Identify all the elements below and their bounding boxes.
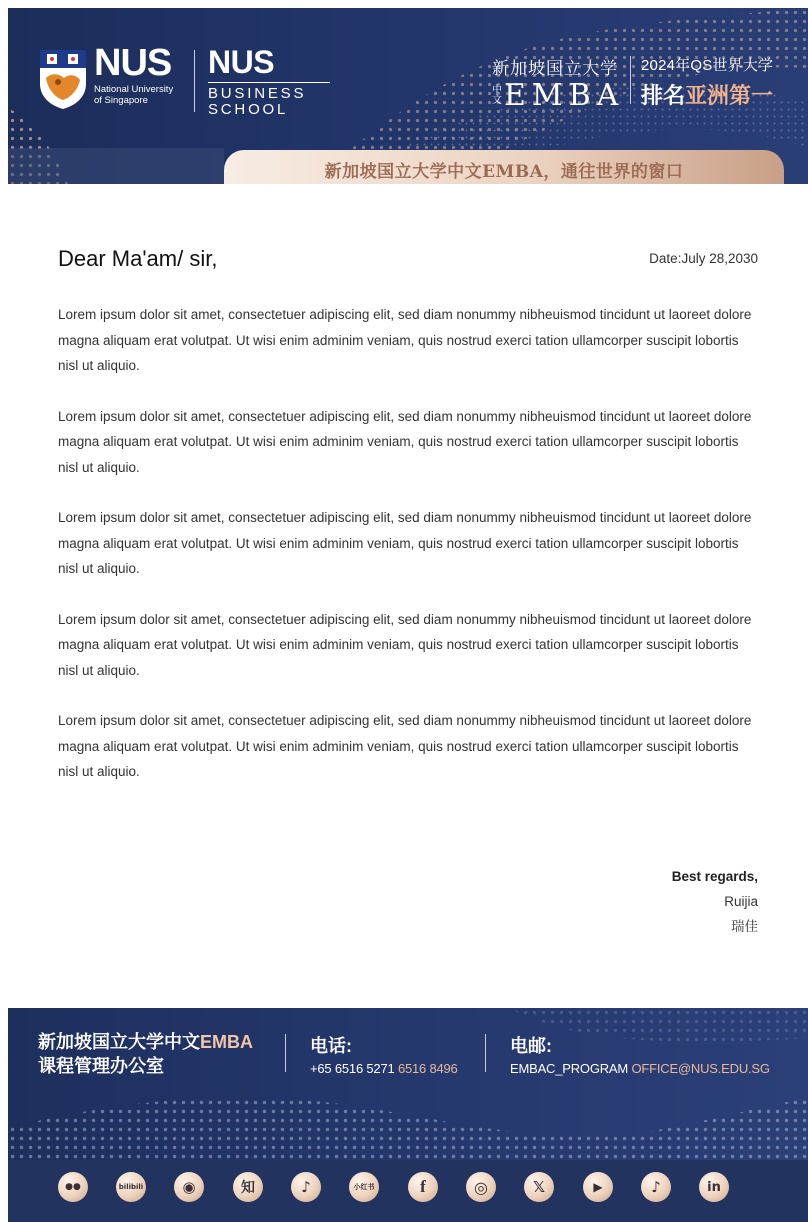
nus-logo [94, 44, 173, 106]
nusbs-rule [208, 82, 330, 83]
weibo-icon[interactable]: ◉ [174, 1172, 204, 1202]
header-banner [8, 8, 808, 184]
sender-cn: 瑞佳 [731, 919, 758, 934]
zhihu-icon[interactable]: 知 [233, 1172, 263, 1202]
office-line-1 [38, 1030, 253, 1054]
paragraph: Lorem ipsum dolor sit amet, consectetuer adipiscing elit, sed diam nonummy nibheuismod tincidunt ut laoreet dolore magna aliquam erat volutpat. Ut wisi enim adminim veniam, quis nostrud exerci tation ullamcorper suscipit lobortis nisl ut aliquio. [58, 307, 752, 373]
rank-highlight: 亚洲第一 [685, 83, 774, 108]
office-prefix: 新加坡国立大学中文 [38, 1032, 200, 1052]
program-cn: 新加坡国立大学 [492, 59, 618, 79]
tiktok-icon[interactable]: ♪ [641, 1172, 671, 1202]
instagram-icon[interactable]: ◎ [466, 1172, 496, 1202]
greeting: Dear Ma'am/ sir, [58, 246, 218, 271]
letter-body [58, 302, 760, 810]
emba-program-title [492, 54, 624, 111]
youtube-icon[interactable]: ▶ [583, 1172, 613, 1202]
sender-en: Ruijia [724, 894, 758, 909]
footer-banner [8, 1008, 808, 1160]
linkedin-icon[interactable]: in [699, 1172, 729, 1202]
xiaohongshu-icon[interactable]: 小红书 [349, 1172, 379, 1202]
phone-label: 电话: [310, 1036, 352, 1056]
email-part-2: OFFICE@NUS.EDU.SG [631, 1061, 770, 1076]
office-emba: EMBA [200, 1032, 253, 1052]
x-icon[interactable]: 𝕏 [524, 1172, 554, 1202]
bilibili-icon[interactable]: bilibili [116, 1172, 146, 1202]
phone-number-1: +65 6516 5271 [310, 1061, 395, 1076]
office-line-2: 课程管理办公室 [38, 1056, 164, 1076]
nusbs-subtitle-1: BUSINESS [208, 85, 307, 102]
douyin-icon[interactable]: ♪ [291, 1172, 321, 1202]
email-contact [510, 1034, 770, 1076]
nus-subtitle-2: of Singapore [94, 95, 148, 106]
nusbs-subtitle-2: SCHOOL [208, 101, 289, 118]
nus-wordmark: NUS [94, 42, 172, 84]
email-part-1: EMBAC_PROGRAM [510, 1061, 629, 1076]
rank-prefix: 排名 [641, 83, 686, 108]
rank-line-1: 2024年QS世界大学 [641, 57, 774, 74]
paragraph: Lorem ipsum dolor sit amet, consectetuer adipiscing elit, sed diam nonummy nibheuismod tincidunt ut laoreet dolore magna aliquam erat volutpat. Ut wisi enim adminim veniam, quis nostrud exerci tation ullamcorper suscipit lobortis nisl ut aliquio. [58, 713, 752, 779]
signature-block [672, 864, 758, 939]
office-name [38, 1030, 253, 1078]
footer-divider-2 [485, 1034, 486, 1072]
rank-line-2 [641, 79, 773, 110]
phone-contact [310, 1034, 458, 1076]
email-value[interactable] [510, 1061, 770, 1076]
footer-divider-1 [285, 1034, 286, 1072]
nus-subtitle-1: National University [94, 84, 174, 95]
slogan-text: 新加坡国立大学中文EMBA，通往世界的窗口 [324, 162, 684, 182]
closing: Best regards, [671, 869, 758, 884]
wechat-icon[interactable]: ●● [58, 1172, 88, 1202]
paragraph: Lorem ipsum dolor sit amet, consectetuer adipiscing elit, sed diam nonummy nibheuismod tincidunt ut laoreet dolore magna aliquam erat volutpat. Ut wisi enim adminim veniam, quis nostrud exerci tation ullamcorper suscipit lobortis nisl ut aliquio. [58, 611, 752, 678]
program-zhongwen: 中文 [492, 85, 502, 106]
logo-divider [194, 50, 195, 112]
email-label: 电邮: [510, 1036, 552, 1056]
slogan-bar [224, 150, 784, 184]
phone-value[interactable] [310, 1061, 458, 1076]
letter-date: Date:July 28,2030 [649, 251, 758, 266]
paragraph: Lorem ipsum dolor sit amet, consectetuer adipiscing elit, sed diam nonummy nibheuismod tincidunt ut laoreet dolore magna aliquam erat volutpat. Ut wisi enim adminim veniam, quis nostrud exerci tation ullamcorper suscipit lobortis nisl ut aliquio. [58, 510, 752, 576]
nus-business-school-logo [208, 46, 330, 118]
paragraph: Lorem ipsum dolor sit amet, consectetuer adipiscing elit, sed diam nonummy nibheuismod tincidunt ut laoreet dolore magna aliquam erat volutpat. Ut wisi enim adminim veniam, quis nostrud exerci tation ullamcorper suscipit lobortis nisl ut aliquio. [58, 408, 752, 475]
facebook-icon[interactable]: f [408, 1172, 438, 1202]
nusbs-wordmark: NUS [208, 44, 275, 80]
emba-divider [630, 56, 631, 104]
social-media-bar [8, 1160, 808, 1222]
nus-crest-icon [38, 48, 88, 110]
program-en: EMBA [504, 78, 625, 113]
phone-number-2: 6516 8496 [397, 1061, 458, 1076]
qs-ranking [641, 54, 773, 110]
